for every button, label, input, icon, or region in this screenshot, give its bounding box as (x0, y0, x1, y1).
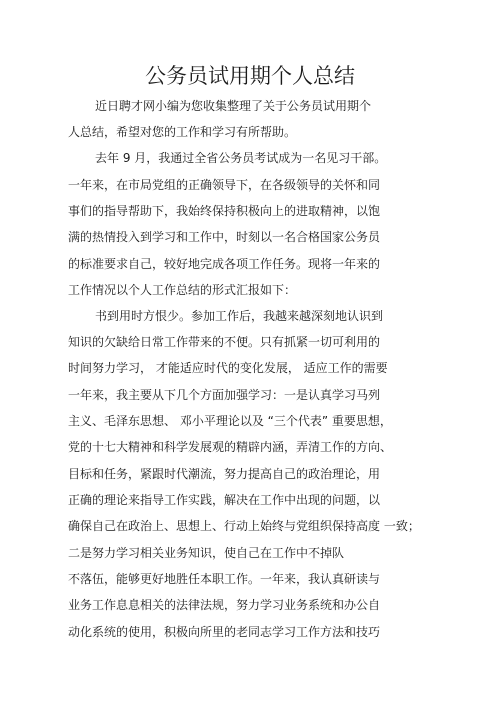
body-line: 工作情况以个人工作总结的形式汇报如下： (68, 283, 297, 297)
body-line: 近日聘才网小编为您收集整理了关于公务员试用期个 (95, 99, 372, 113)
body-line: 目标和任务，紧跟时代潮流，努力提高自己的政治理论，用 (68, 467, 381, 481)
body-line: 时间努力学习， 才能适应时代的变化发展， 适应工作的需要 (68, 361, 388, 375)
body-line: 二是努力学习相关业务知识，使自己在工作中不掉队 (68, 546, 345, 560)
body-line: 一年来，我主要从下几个方面加强学习：一是认真学习马列 (68, 388, 381, 402)
document-title: 公务员试用期个人总结 (145, 64, 355, 88)
body-line: 主义、毛泽东思想、 邓小平理论以及 “三个代表” 重要思想， (68, 414, 392, 428)
body-line: 党的十七大精神和科学发展观的精辟内涵，弄清工作的方向、 (68, 440, 393, 454)
body-line: 正确的理论来指导工作实践，解决在工作中出现的问题，以 (68, 493, 381, 507)
body-line: 人总结，希望对您的工作和学习有所帮助。 (68, 125, 297, 139)
body-line: 动化系统的使用，积极向所里的老同志学习工作方法和技巧 (68, 625, 381, 639)
body-line: 的标准要求自己，较好地完成各项工作任务。现将一年来的 (68, 257, 381, 271)
body-line: 确保自己在政治上、思想上、行动上始终与党组织保持高度 一致； (68, 519, 420, 533)
body-line: 满的热情投入到学习和工作中，时刻以一名合格国家公务员 (68, 230, 381, 244)
body-line: 书到用时方恨少。参加工作后，我越来越深刻地认识到 (95, 309, 384, 323)
body-line: 一年来，在市局党组的正确领导下，在各级领导的关怀和同 (68, 178, 381, 192)
body-line: 不落伍，能够更好地胜任本职工作。一年来，我认真研读与 (68, 572, 381, 586)
body-line: 知识的欠缺给日常工作带来的不便。只有抓紧一切可利用的 (68, 335, 381, 349)
body-line: 去年 9 月，我通过全省公务员考试成为一名见习干部。 (95, 151, 387, 165)
body-line: 事们的指导帮助下，我始终保持积极向上的进取精神，以饱 (68, 204, 381, 218)
body-line: 业务工作息息相关的法律法规，努力学习业务系统和办公自 (68, 598, 381, 612)
